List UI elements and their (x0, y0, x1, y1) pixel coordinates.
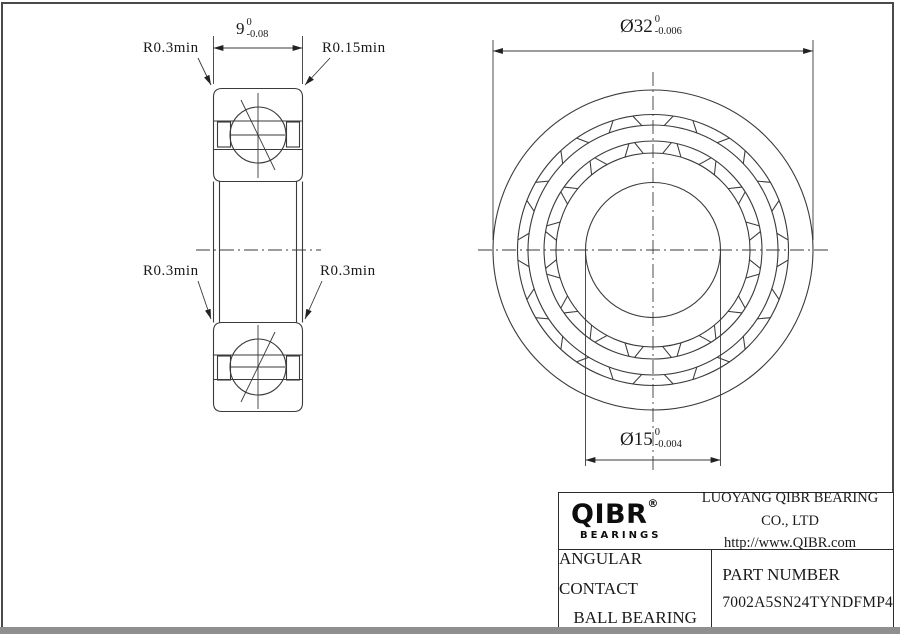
section-bottom (214, 323, 303, 412)
part-number-cell (712, 550, 893, 627)
company-info (687, 487, 893, 554)
leader-lines (198, 58, 330, 319)
front-view (478, 40, 828, 470)
cage-rivet-right-2 (287, 356, 300, 380)
cage-rivet-left-2 (218, 356, 231, 380)
dimension-bore-diameter: Ø15 0 -0.004 (620, 427, 682, 451)
part-number-value: 7002A5SN24TYNDFMP4 (722, 594, 893, 611)
logo-text: QIBR® (571, 497, 659, 530)
title-block (558, 492, 894, 628)
company-logo (559, 497, 687, 541)
title-block-detail-row (559, 550, 893, 627)
radius-note-mid-right: R0.3min (320, 263, 376, 279)
cage-rivet-left (218, 122, 231, 147)
product-name-line1: ANGULAR CONTACT (559, 548, 643, 598)
sheet-bottom-edge (0, 627, 900, 634)
product-name-cell (559, 550, 712, 627)
product-name-line2: BALL BEARING (573, 608, 697, 628)
cage-rivet-right (287, 122, 300, 147)
section-top (214, 89, 303, 182)
radius-note-top-right: R0.15min (322, 40, 386, 56)
logo-subtext: BEARINGS (580, 530, 662, 541)
cross-section-view (196, 36, 330, 412)
bore-cylinder (196, 182, 321, 323)
company-name: LUOYANG QIBR BEARING CO., LTD (701, 490, 879, 529)
company-website: http://www.QIBR.com (724, 535, 856, 552)
dimension-outer-diameter: Ø32 0 -0.006 (620, 14, 682, 38)
registered-mark-icon: ® (647, 497, 659, 510)
dimension-width-lines (214, 36, 303, 84)
radius-note-mid-left: R0.3min (143, 263, 199, 279)
radius-note-top-left: R0.3min (143, 40, 199, 56)
dimension-width: 9 0 -0.08 (236, 17, 269, 41)
title-block-header-row (559, 490, 893, 552)
part-number-label: PART NUMBER (722, 565, 840, 584)
